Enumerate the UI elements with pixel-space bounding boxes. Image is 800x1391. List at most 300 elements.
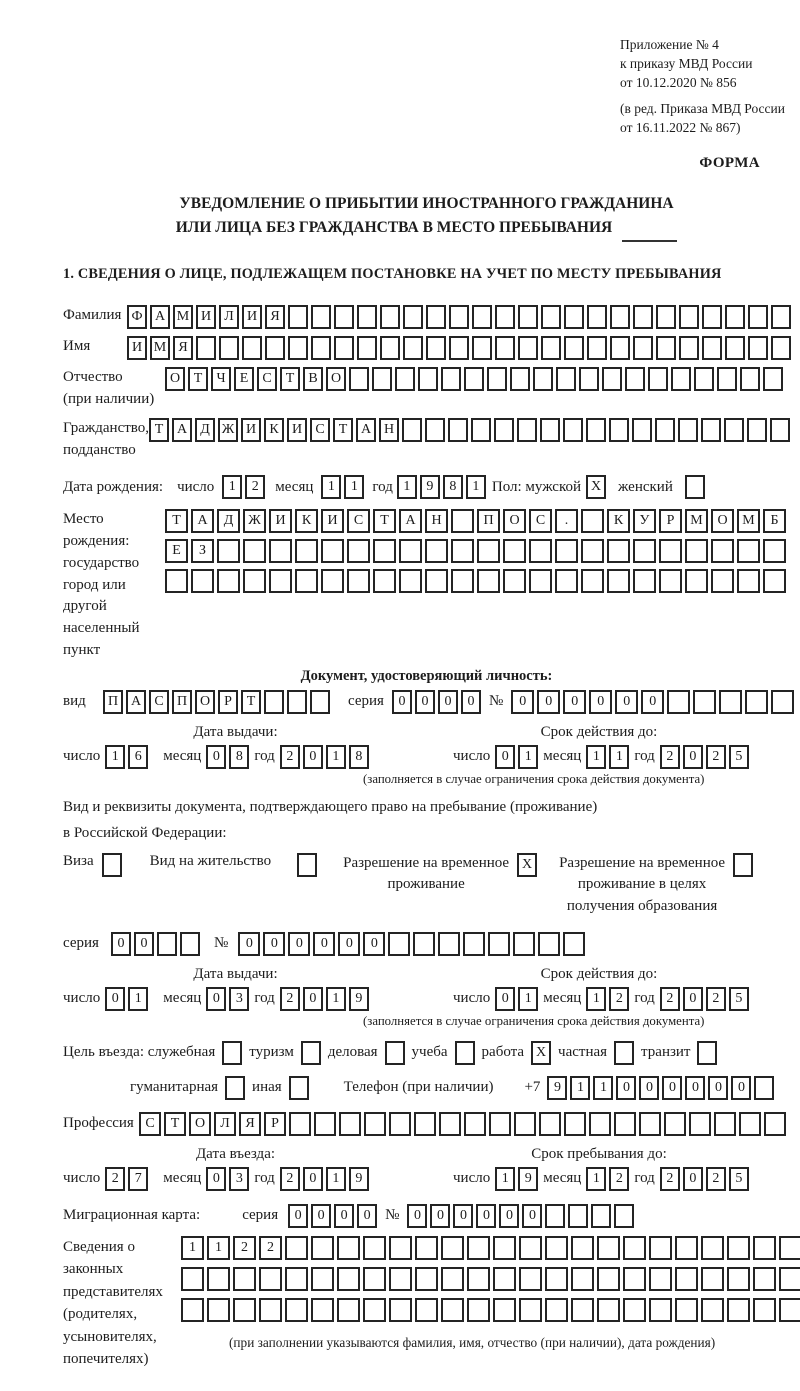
char-cell[interactable]	[102, 853, 122, 877]
char-cell[interactable]	[441, 1267, 464, 1291]
char-cell[interactable]: 1	[128, 987, 148, 1011]
char-cell[interactable]	[711, 569, 734, 593]
char-cell[interactable]	[571, 1236, 594, 1260]
char-cell[interactable]: 9	[420, 475, 440, 499]
char-cell[interactable]	[725, 305, 745, 329]
char-cell[interactable]	[764, 1112, 786, 1136]
char-cell[interactable]	[555, 569, 578, 593]
char-cell[interactable]	[770, 418, 790, 442]
char-cell[interactable]: 2	[706, 987, 726, 1011]
char-cell[interactable]	[388, 932, 410, 956]
char-cell[interactable]	[415, 1267, 438, 1291]
char-cell[interactable]	[389, 1236, 412, 1260]
char-cell[interactable]	[664, 1112, 686, 1136]
char-cell[interactable]	[297, 853, 317, 877]
char-cell[interactable]: 2	[609, 987, 629, 1011]
char-cell[interactable]	[269, 539, 292, 563]
char-cell[interactable]	[451, 569, 474, 593]
char-cell[interactable]	[288, 305, 308, 329]
char-cell[interactable]	[477, 569, 500, 593]
char-cell[interactable]	[607, 569, 630, 593]
char-cell[interactable]: 1	[326, 987, 346, 1011]
char-cell[interactable]	[259, 1298, 282, 1322]
char-cell[interactable]	[649, 1267, 672, 1291]
char-cell[interactable]: О	[711, 509, 734, 533]
char-cell[interactable]	[337, 1267, 360, 1291]
char-cell[interactable]	[311, 336, 331, 360]
char-cell[interactable]	[779, 1298, 800, 1322]
char-cell[interactable]: 1	[326, 1167, 346, 1191]
char-cell[interactable]: Я	[265, 305, 285, 329]
char-cell[interactable]: Л	[214, 1112, 236, 1136]
char-cell[interactable]	[413, 932, 435, 956]
char-cell[interactable]	[727, 1236, 750, 1260]
char-cell[interactable]: З	[191, 539, 214, 563]
char-cell[interactable]	[380, 336, 400, 360]
char-cell[interactable]	[455, 1041, 475, 1065]
char-cell[interactable]: 0	[338, 932, 360, 956]
char-cell[interactable]: Я	[239, 1112, 261, 1136]
char-cell[interactable]: 0	[407, 1204, 427, 1228]
char-cell[interactable]: Р	[264, 1112, 286, 1136]
char-cell[interactable]: 0	[105, 987, 125, 1011]
char-cell[interactable]: 1	[105, 745, 125, 769]
char-cell[interactable]	[581, 539, 604, 563]
char-cell[interactable]: 0	[495, 745, 515, 769]
char-cell[interactable]: А	[356, 418, 376, 442]
char-cell[interactable]	[389, 1267, 412, 1291]
char-cell[interactable]	[685, 569, 708, 593]
char-cell[interactable]	[623, 1298, 646, 1322]
char-cell[interactable]: А	[172, 418, 192, 442]
char-cell[interactable]: Ж	[243, 509, 266, 533]
char-cell[interactable]: Е	[234, 367, 254, 391]
char-cell[interactable]	[633, 569, 656, 593]
char-cell[interactable]: 2	[660, 1167, 680, 1191]
char-cell[interactable]: Ж	[218, 418, 238, 442]
char-cell[interactable]: А	[399, 509, 422, 533]
char-cell[interactable]: Т	[164, 1112, 186, 1136]
char-cell[interactable]	[288, 336, 308, 360]
char-cell[interactable]: Д	[195, 418, 215, 442]
char-cell[interactable]: 2	[706, 745, 726, 769]
char-cell[interactable]	[425, 539, 448, 563]
char-cell[interactable]	[363, 1236, 386, 1260]
char-cell[interactable]	[242, 336, 262, 360]
char-cell[interactable]: 1	[518, 745, 538, 769]
char-cell[interactable]: Р	[218, 690, 238, 714]
char-cell[interactable]	[737, 569, 760, 593]
char-cell[interactable]: О	[195, 690, 215, 714]
char-cell[interactable]: 0	[334, 1204, 354, 1228]
char-cell[interactable]	[579, 367, 599, 391]
char-cell[interactable]	[779, 1267, 800, 1291]
char-cell[interactable]	[655, 418, 675, 442]
char-cell[interactable]: 1	[593, 1076, 613, 1100]
char-cell[interactable]	[581, 569, 604, 593]
char-cell[interactable]: Л	[219, 305, 239, 329]
char-cell[interactable]: 0	[206, 1167, 226, 1191]
char-cell[interactable]	[518, 305, 538, 329]
char-cell[interactable]	[545, 1204, 565, 1228]
char-cell[interactable]	[311, 1267, 334, 1291]
char-cell[interactable]: Д	[217, 509, 240, 533]
char-cell[interactable]	[425, 569, 448, 593]
char-cell[interactable]	[287, 690, 307, 714]
char-cell[interactable]	[597, 1236, 620, 1260]
char-cell[interactable]	[656, 336, 676, 360]
char-cell[interactable]	[737, 539, 760, 563]
char-cell[interactable]	[464, 367, 484, 391]
char-cell[interactable]: Е	[165, 539, 188, 563]
char-cell[interactable]: И	[241, 418, 261, 442]
char-cell[interactable]	[693, 690, 716, 714]
char-cell[interactable]: 1	[586, 987, 606, 1011]
char-cell[interactable]	[337, 1298, 360, 1322]
char-cell[interactable]	[587, 305, 607, 329]
char-cell[interactable]	[233, 1298, 256, 1322]
char-cell[interactable]: 5	[729, 1167, 749, 1191]
char-cell[interactable]	[571, 1298, 594, 1322]
char-cell[interactable]	[265, 336, 285, 360]
char-cell[interactable]: М	[150, 336, 170, 360]
char-cell[interactable]	[614, 1112, 636, 1136]
char-cell[interactable]	[448, 418, 468, 442]
char-cell[interactable]: 0	[363, 932, 385, 956]
char-cell[interactable]	[191, 569, 214, 593]
char-cell[interactable]: 2	[259, 1236, 282, 1260]
char-cell[interactable]	[364, 1112, 386, 1136]
char-cell[interactable]: М	[173, 305, 193, 329]
char-cell[interactable]	[493, 1236, 516, 1260]
char-cell[interactable]	[614, 1041, 634, 1065]
char-cell[interactable]	[623, 1267, 646, 1291]
char-cell[interactable]	[357, 305, 377, 329]
char-cell[interactable]	[586, 418, 606, 442]
char-cell[interactable]: 0	[683, 745, 703, 769]
char-cell[interactable]	[321, 569, 344, 593]
char-cell[interactable]: 1	[397, 475, 417, 499]
char-cell[interactable]: 1	[518, 987, 538, 1011]
char-cell[interactable]	[518, 336, 538, 360]
char-cell[interactable]	[633, 305, 653, 329]
char-cell[interactable]	[295, 539, 318, 563]
char-cell[interactable]	[207, 1267, 230, 1291]
char-cell[interactable]: О	[326, 367, 346, 391]
char-cell[interactable]: 0	[111, 932, 131, 956]
char-cell[interactable]: Т	[149, 418, 169, 442]
char-cell[interactable]	[694, 367, 714, 391]
char-cell[interactable]	[591, 1204, 611, 1228]
char-cell[interactable]	[545, 1267, 568, 1291]
char-cell[interactable]: О	[503, 509, 526, 533]
char-cell[interactable]: X	[586, 475, 606, 499]
char-cell[interactable]	[372, 367, 392, 391]
char-cell[interactable]	[334, 336, 354, 360]
char-cell[interactable]	[739, 1112, 761, 1136]
char-cell[interactable]: Т	[333, 418, 353, 442]
char-cell[interactable]: 0	[708, 1076, 728, 1100]
char-cell[interactable]	[243, 569, 266, 593]
char-cell[interactable]: 2	[280, 745, 300, 769]
char-cell[interactable]: М	[737, 509, 760, 533]
char-cell[interactable]	[689, 1112, 711, 1136]
char-cell[interactable]	[403, 336, 423, 360]
char-cell[interactable]: 2	[280, 1167, 300, 1191]
char-cell[interactable]	[541, 305, 561, 329]
char-cell[interactable]	[597, 1298, 620, 1322]
char-cell[interactable]: X	[517, 853, 537, 877]
char-cell[interactable]: 0	[589, 690, 612, 714]
char-cell[interactable]	[503, 539, 526, 563]
char-cell[interactable]	[415, 1298, 438, 1322]
char-cell[interactable]	[667, 690, 690, 714]
char-cell[interactable]	[347, 569, 370, 593]
char-cell[interactable]	[587, 336, 607, 360]
char-cell[interactable]	[495, 336, 515, 360]
char-cell[interactable]	[724, 418, 744, 442]
char-cell[interactable]	[649, 1298, 672, 1322]
char-cell[interactable]	[181, 1267, 204, 1291]
char-cell[interactable]	[602, 367, 622, 391]
char-cell[interactable]	[529, 569, 552, 593]
char-cell[interactable]	[701, 1267, 724, 1291]
char-cell[interactable]	[310, 690, 330, 714]
char-cell[interactable]: А	[191, 509, 214, 533]
char-cell[interactable]: К	[295, 509, 318, 533]
char-cell[interactable]: 0	[616, 1076, 636, 1100]
char-cell[interactable]	[533, 367, 553, 391]
char-cell[interactable]	[207, 1298, 230, 1322]
char-cell[interactable]	[564, 336, 584, 360]
char-cell[interactable]	[748, 305, 768, 329]
char-cell[interactable]: 0	[392, 690, 412, 714]
char-cell[interactable]	[702, 336, 722, 360]
char-cell[interactable]: 1	[586, 1167, 606, 1191]
char-cell[interactable]	[701, 1236, 724, 1260]
char-cell[interactable]	[311, 1236, 334, 1260]
char-cell[interactable]: 0	[438, 690, 458, 714]
char-cell[interactable]	[725, 336, 745, 360]
char-cell[interactable]	[441, 1236, 464, 1260]
char-cell[interactable]	[519, 1267, 542, 1291]
char-cell[interactable]	[748, 336, 768, 360]
char-cell[interactable]	[745, 690, 768, 714]
char-cell[interactable]	[418, 367, 438, 391]
char-cell[interactable]	[632, 418, 652, 442]
char-cell[interactable]	[425, 418, 445, 442]
char-cell[interactable]	[540, 418, 560, 442]
char-cell[interactable]	[219, 336, 239, 360]
char-cell[interactable]	[517, 418, 537, 442]
char-cell[interactable]	[717, 367, 737, 391]
char-cell[interactable]	[477, 539, 500, 563]
char-cell[interactable]: П	[172, 690, 192, 714]
char-cell[interactable]	[180, 932, 200, 956]
char-cell[interactable]: А	[150, 305, 170, 329]
char-cell[interactable]: 0	[662, 1076, 682, 1100]
char-cell[interactable]	[771, 336, 791, 360]
char-cell[interactable]	[389, 1298, 412, 1322]
char-cell[interactable]	[414, 1112, 436, 1136]
char-cell[interactable]	[399, 569, 422, 593]
char-cell[interactable]: 2	[609, 1167, 629, 1191]
char-cell[interactable]	[157, 932, 177, 956]
char-cell[interactable]	[449, 336, 469, 360]
char-cell[interactable]	[697, 1041, 717, 1065]
char-cell[interactable]	[545, 1236, 568, 1260]
char-cell[interactable]	[754, 1076, 774, 1100]
char-cell[interactable]	[463, 932, 485, 956]
char-cell[interactable]	[165, 569, 188, 593]
char-cell[interactable]	[357, 336, 377, 360]
char-cell[interactable]: 2	[660, 987, 680, 1011]
char-cell[interactable]: 3	[229, 1167, 249, 1191]
char-cell[interactable]: 0	[461, 690, 481, 714]
char-cell[interactable]	[727, 1267, 750, 1291]
char-cell[interactable]: П	[103, 690, 123, 714]
char-cell[interactable]	[472, 305, 492, 329]
char-cell[interactable]	[217, 569, 240, 593]
char-cell[interactable]	[701, 1298, 724, 1322]
char-cell[interactable]	[519, 1298, 542, 1322]
char-cell[interactable]	[285, 1236, 308, 1260]
char-cell[interactable]: И	[242, 305, 262, 329]
char-cell[interactable]	[568, 1204, 588, 1228]
char-cell[interactable]: 0	[238, 932, 260, 956]
char-cell[interactable]: 0	[683, 987, 703, 1011]
char-cell[interactable]: О	[189, 1112, 211, 1136]
char-cell[interactable]	[233, 1267, 256, 1291]
char-cell[interactable]	[438, 932, 460, 956]
char-cell[interactable]: 0	[206, 745, 226, 769]
char-cell[interactable]: 1	[222, 475, 242, 499]
char-cell[interactable]: И	[127, 336, 147, 360]
char-cell[interactable]: 0	[415, 690, 435, 714]
char-cell[interactable]	[441, 1298, 464, 1322]
char-cell[interactable]: Н	[379, 418, 399, 442]
char-cell[interactable]	[488, 932, 510, 956]
char-cell[interactable]: Т	[165, 509, 188, 533]
char-cell[interactable]	[763, 569, 786, 593]
char-cell[interactable]: 9	[547, 1076, 567, 1100]
char-cell[interactable]: 0	[303, 745, 323, 769]
char-cell[interactable]	[771, 305, 791, 329]
char-cell[interactable]: Я	[173, 336, 193, 360]
char-cell[interactable]	[449, 305, 469, 329]
char-cell[interactable]: 0	[288, 1204, 308, 1228]
char-cell[interactable]	[451, 539, 474, 563]
char-cell[interactable]: 8	[349, 745, 369, 769]
char-cell[interactable]: 1	[466, 475, 486, 499]
char-cell[interactable]	[285, 1267, 308, 1291]
char-cell[interactable]: 0	[522, 1204, 542, 1228]
char-cell[interactable]	[334, 305, 354, 329]
char-cell[interactable]	[675, 1298, 698, 1322]
char-cell[interactable]	[597, 1267, 620, 1291]
char-cell[interactable]: 2	[245, 475, 265, 499]
char-cell[interactable]	[347, 539, 370, 563]
char-cell[interactable]	[514, 1112, 536, 1136]
char-cell[interactable]	[495, 305, 515, 329]
char-cell[interactable]	[623, 1236, 646, 1260]
char-cell[interactable]	[494, 418, 514, 442]
char-cell[interactable]: 6	[128, 745, 148, 769]
char-cell[interactable]	[415, 1236, 438, 1260]
char-cell[interactable]: Т	[373, 509, 396, 533]
char-cell[interactable]: Т	[188, 367, 208, 391]
char-cell[interactable]: 0	[134, 932, 154, 956]
char-cell[interactable]	[656, 305, 676, 329]
char-cell[interactable]	[607, 539, 630, 563]
char-cell[interactable]: 0	[731, 1076, 751, 1100]
char-cell[interactable]: 2	[660, 745, 680, 769]
char-cell[interactable]	[633, 539, 656, 563]
char-cell[interactable]: .	[555, 509, 578, 533]
char-cell[interactable]	[402, 418, 422, 442]
char-cell[interactable]	[564, 305, 584, 329]
char-cell[interactable]	[679, 305, 699, 329]
char-cell[interactable]: 9	[518, 1167, 538, 1191]
char-cell[interactable]: 0	[639, 1076, 659, 1100]
char-cell[interactable]	[719, 690, 742, 714]
char-cell[interactable]: 9	[349, 1167, 369, 1191]
char-cell[interactable]	[556, 367, 576, 391]
char-cell[interactable]	[399, 539, 422, 563]
char-cell[interactable]	[555, 539, 578, 563]
char-cell[interactable]	[217, 539, 240, 563]
char-cell[interactable]	[196, 336, 216, 360]
char-cell[interactable]	[503, 569, 526, 593]
char-cell[interactable]	[610, 305, 630, 329]
char-cell[interactable]	[464, 1112, 486, 1136]
char-cell[interactable]	[439, 1112, 461, 1136]
char-cell[interactable]	[711, 539, 734, 563]
char-cell[interactable]	[763, 539, 786, 563]
char-cell[interactable]	[753, 1298, 776, 1322]
char-cell[interactable]	[610, 336, 630, 360]
char-cell[interactable]	[779, 1236, 800, 1260]
char-cell[interactable]	[513, 932, 535, 956]
char-cell[interactable]	[740, 367, 760, 391]
char-cell[interactable]	[633, 336, 653, 360]
char-cell[interactable]	[539, 1112, 561, 1136]
char-cell[interactable]	[373, 569, 396, 593]
char-cell[interactable]	[380, 305, 400, 329]
char-cell[interactable]: 7	[128, 1167, 148, 1191]
char-cell[interactable]	[222, 1041, 242, 1065]
char-cell[interactable]: 0	[499, 1204, 519, 1228]
char-cell[interactable]: 0	[453, 1204, 473, 1228]
char-cell[interactable]: 0	[563, 690, 586, 714]
char-cell[interactable]	[771, 690, 794, 714]
char-cell[interactable]: 8	[443, 475, 463, 499]
char-cell[interactable]	[659, 569, 682, 593]
char-cell[interactable]	[285, 1298, 308, 1322]
char-cell[interactable]	[395, 367, 415, 391]
char-cell[interactable]	[545, 1298, 568, 1322]
char-cell[interactable]	[701, 418, 721, 442]
char-cell[interactable]: 0	[685, 1076, 705, 1100]
char-cell[interactable]: 0	[288, 932, 310, 956]
char-cell[interactable]	[451, 509, 474, 533]
char-cell[interactable]	[264, 690, 284, 714]
char-cell[interactable]: 1	[181, 1236, 204, 1260]
char-cell[interactable]: 0	[303, 1167, 323, 1191]
char-cell[interactable]: 0	[311, 1204, 331, 1228]
char-cell[interactable]	[467, 1298, 490, 1322]
char-cell[interactable]	[763, 367, 783, 391]
